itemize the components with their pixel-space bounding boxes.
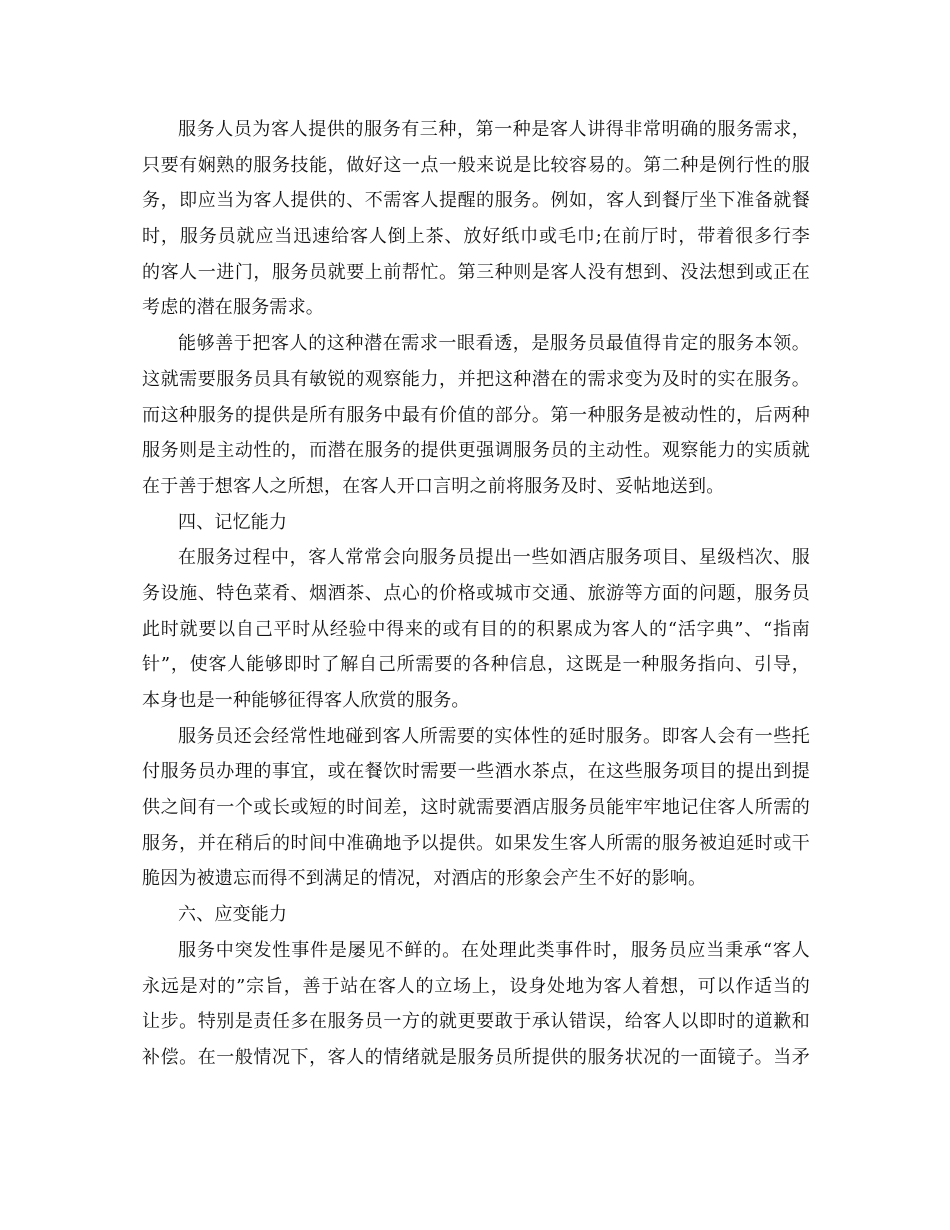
text-line: 在服务过程中，客人常常会向服务员提出一些如酒店服务项目、星级档次、服 <box>178 547 810 569</box>
text-line: 补偿。在一般情况下，客人的情绪就是服务员所提供的服务状况的一面镜子。当矛 <box>142 1046 810 1068</box>
paragraph-delayed-service <box>142 719 810 897</box>
paragraph-memory-info <box>142 540 810 718</box>
text-line: 本身也是一种能够征得客人欣赏的服务。 <box>142 690 470 711</box>
text-line: 针”，使客人能够即时了解自己所需要的各种信息，这既是一种服务指向、引导， <box>142 654 810 676</box>
section-heading-adaptability <box>142 897 810 933</box>
text-line: 服务人员为客人提供的服务有三种，第一种是客人讲得非常明确的服务需求， <box>178 119 810 140</box>
text-line: 供之间有一个或长或短的时间差，这时就需要酒店服务员能牢牢地记住客人所需的 <box>142 797 810 819</box>
text-line: 让步。特别是责任多在服务员一方的就更要敢于承认错误，给客人以即时的道歉和 <box>142 1011 810 1033</box>
text-line: 永远是对的”宗旨，善于站在客人的立场上，设身处地为客人着想，可以作适当的 <box>142 975 810 997</box>
text-line: 时，服务员就应当迅速给客人倒上茶、放好纸巾或毛巾;在前厅时，带着很多行李 <box>142 226 810 248</box>
paragraph-emergencies <box>142 933 810 1076</box>
text-line: 服务中突发性事件是屡见不鲜的。在处理此类事件时，服务员应当秉承“客人 <box>178 939 810 961</box>
paragraph-service-types <box>142 112 810 326</box>
text-line: 务，即应当为客人提供的、不需客人提醒的服务。例如，客人到餐厅坐下准备就餐 <box>142 190 810 212</box>
text-line: 考虑的潜在服务需求。 <box>142 297 324 319</box>
text-line: 脆因为被遗忘而得不到满足的情况，对酒店的形象会产生不好的影响。 <box>142 868 707 890</box>
section-heading: 六、应变能力 <box>178 904 288 926</box>
section-heading: 四、记忆能力 <box>178 511 288 533</box>
text-line: 能够善于把客人的这种潜在需求一眼看透，是服务员最值得肯定的服务本领。 <box>178 333 810 355</box>
text-line: 在于善于想客人之所想，在客人开口言明之前将服务及时、妥帖地送到。 <box>142 475 725 497</box>
text-line: 此时就要以自己平时从经验中得来的或有目的的积累成为客人的“活字典”、“指南 <box>142 618 810 640</box>
document-body <box>142 112 810 1076</box>
text-line: 服务员还会经常性地碰到客人所需要的实体性的延时服务。即客人会有一些托 <box>178 725 810 747</box>
text-line: 服务，并在稍后的时间中准确地予以提供。如果发生客人所需的服务被迫延时或干 <box>142 832 810 854</box>
text-line: 服务则是主动性的，而潜在服务的提供更强调服务员的主动性。观察能力的实质就 <box>142 440 810 462</box>
text-line: 付服务员办理的事宜，或在餐饮时需要一些酒水茶点，在这些服务项目的提出到提 <box>142 761 810 783</box>
text-line: 这就需要服务员具有敏锐的观察能力，并把这种潜在的需求变为及时的实在服务。 <box>142 368 810 390</box>
paragraph-observation <box>142 326 810 504</box>
text-line: 而这种服务的提供是所有服务中最有价值的部分。第一种服务是被动性的，后两种 <box>142 404 810 426</box>
section-heading-memory <box>142 505 810 541</box>
text-line: 只要有娴熟的服务技能，做好这一点一般来说是比较容易的。第二种是例行性的服 <box>142 154 810 176</box>
text-line: 务设施、特色菜肴、烟酒茶、点心的价格或城市交通、旅游等方面的问题，服务员 <box>142 582 810 604</box>
text-line: 的客人一进门，服务员就要上前帮忙。第三种则是客人没有想到、没法想到或正在 <box>142 261 810 283</box>
